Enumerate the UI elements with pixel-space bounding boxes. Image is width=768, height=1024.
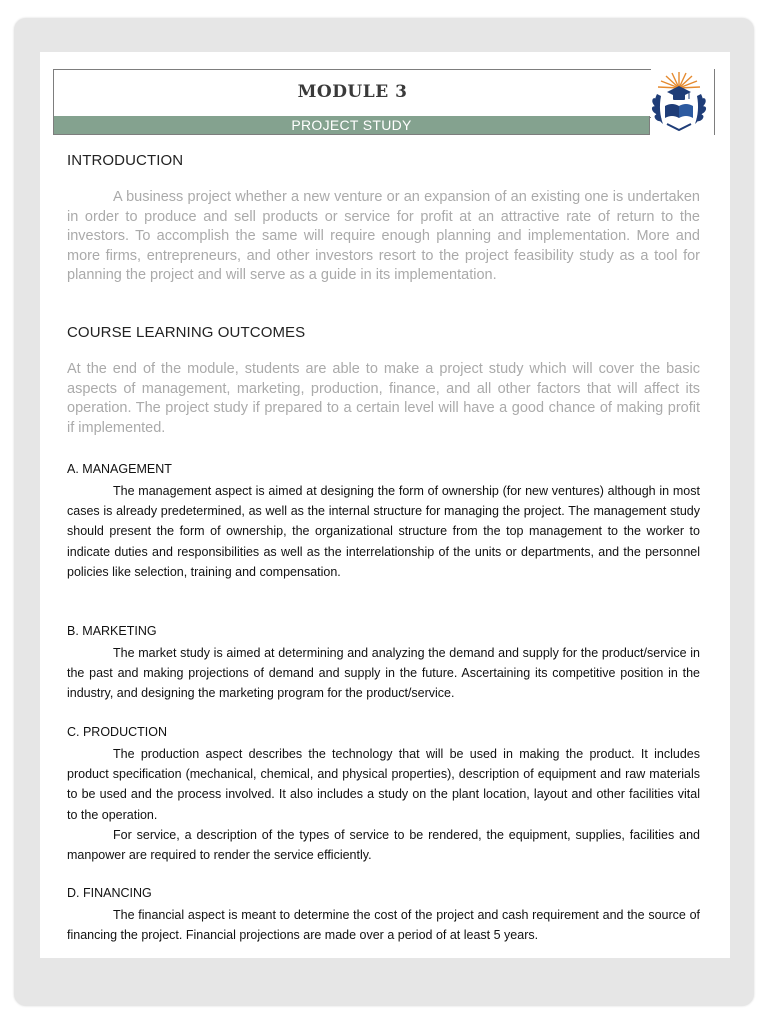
sun-rays-icon — [658, 72, 700, 88]
ribbon-icon — [667, 124, 691, 130]
introduction-heading: INTRODUCTION — [67, 152, 184, 169]
module-header — [53, 69, 651, 118]
management-paragraph: The management aspect is aimed at designing the form of ownership (for new ventures) although in most cases is already predetermined, as well as the internal structure for managing the project. The management study should present the form of ownership, the organizational structure from the top management to the worker to indicate duties and responsibilities as well as the interrelationship of the units or departments, and the personnel policies like selection, training and compensation. — [67, 484, 700, 579]
management-heading: A. MANAGEMENT — [67, 462, 172, 476]
production-paragraph: The production aspect describes the technology that will be used in making the product. It includes product specification (mechanical, chemical, and physical properties), description of equipment and raw materials to be used and the process involved. It also includes a study on the plant location, layout and other facilities vital to the operation. — [67, 747, 700, 822]
production-service-paragraph: For service, a description of the types of service to be rendered, the equipment, supplies, facilities and manpower are required to render the service efficiently. — [67, 828, 700, 863]
open-book-icon — [665, 104, 693, 118]
financing-heading: D. FINANCING — [67, 886, 152, 900]
document-page — [40, 52, 730, 958]
introduction-paragraph: A business project whether a new venture or an expansion of an existing one is undertaken in order to produce and sell products or service for profit at an attractive rate of return to the investors. To accomplish the same will require enough planning and implementation. More and more firms, entrepreneurs, and other investors resort to the project feasibility study as a tool for planning the project and will serve as a guide in its implementation. — [67, 189, 700, 283]
marketing-heading: B. MARKETING — [67, 624, 157, 638]
module-title: MODULE 3 — [297, 82, 408, 102]
marketing-paragraph: The market study is aimed at determining and analyzing the demand and supply for the product/service in the past and making projections of demand and supply in the future. Ascertaining its competitive position in the industry, and designing the marketing program for the product/service. — [67, 646, 700, 701]
financing-paragraph: The financial aspect is meant to determine the cost of the project and cash requirement and the source of financing the project. Financial projections are made over a period of at least 5 years. — [67, 908, 700, 943]
production-heading: C. PRODUCTION — [67, 725, 167, 739]
outcomes-paragraph: At the end of the module, students are able to make a project study which will cover the basic aspects of management, marketing, production, finance, and all other factors that will affect its operation. The project study if prepared to a certain level will have a good chance of making profit if implemented. — [67, 361, 700, 436]
outcomes-heading: COURSE LEARNING OUTCOMES — [67, 324, 306, 341]
school-seal-icon — [643, 66, 715, 136]
module-subtitle-band: PROJECT STUDY — [53, 116, 650, 135]
